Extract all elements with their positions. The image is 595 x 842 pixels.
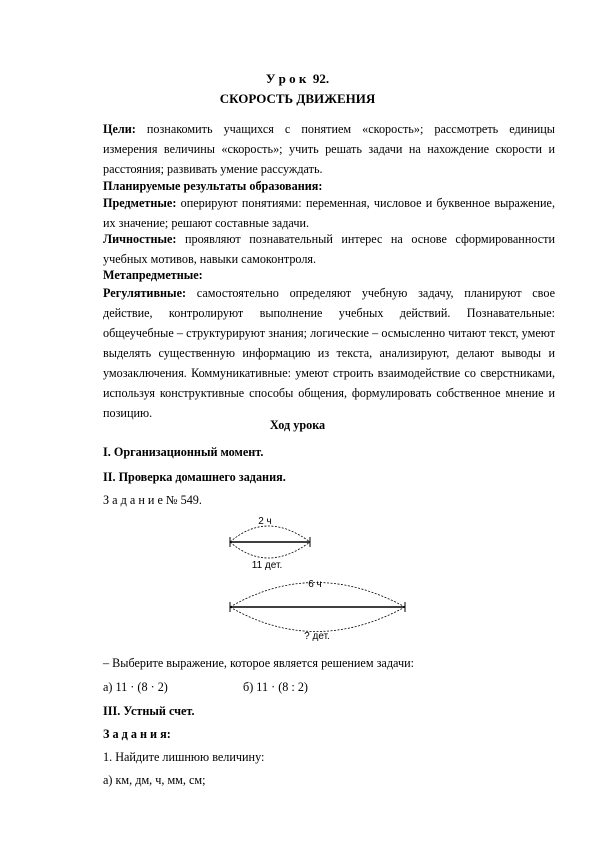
label-top-2: 6 ч [308, 579, 322, 590]
goals-paragraph [103, 119, 555, 179]
tasks-label: З а д а н и я: [103, 727, 171, 741]
task-549 [103, 493, 202, 507]
cognitive-text: общеучебные – структурируют знания; логические – осмысленно читают текст, умеют выделять существенную информацию из текста, анализируют, делают выводы и умозаключения. [103, 326, 555, 380]
option-a: а) 11 · (8 · 2) [103, 680, 168, 694]
subject-text: оперируют понятиями: переменная, числовое и буквенное выражение, их значение; решают составные задачи. [103, 196, 555, 230]
regulatory-text: самостоятельно определяют учебную задачу, планируют свое действие, контролируют выполнение учебных действий. [103, 286, 555, 320]
upper-arc-1 [230, 526, 310, 542]
meta-paragraph [103, 283, 555, 423]
label-top-1: 2 ч [258, 516, 272, 527]
section-2-heading: II. Проверка домашнего задания. [103, 470, 286, 484]
label-bottom-2: ? дет. [304, 631, 330, 642]
personal-label: Личностные: [103, 232, 177, 246]
option-b: б) 11 · (8 : 2) [243, 680, 308, 694]
meta-heading: Метапредметные: [103, 268, 203, 282]
lower-arc-1 [230, 542, 310, 558]
regulatory-label: Регулятивные: [103, 286, 187, 300]
lower-arc-2 [230, 607, 405, 632]
subject-paragraph [103, 193, 555, 233]
task-number: № 549. [165, 493, 202, 507]
task-label: З а д а н и е [103, 493, 163, 507]
lesson-number: У р о к 92. [265, 71, 330, 86]
goals-label: Цели: [103, 122, 136, 136]
results-heading: Планируемые результаты образования: [103, 179, 323, 193]
subject-label: Предметные: [103, 196, 177, 210]
course-heading: Ход урока [269, 418, 326, 432]
item-1: 1. Найдите лишнюю величину: [103, 750, 265, 764]
goals-text: познакомить учащихся с понятием «скорость»; рассмотреть единицы измерения величины «скорость»; учить решать задачи на нахождение скорости и расстояния; развивать умение рассуждать. [103, 122, 555, 176]
communicative-label: Коммуникативные: [191, 366, 292, 380]
personal-text: проявляют познавательный интерес на основе сформированности учебных мотивов, навыки самоконтроля. [103, 232, 555, 266]
item-1a: а) км, дм, ч, мм, см; [103, 773, 206, 787]
lesson-topic: СКОРОСТЬ ДВИЖЕНИЯ [219, 91, 376, 106]
section-3-heading: III. Устный счет. [103, 704, 195, 718]
section-1-heading: I. Организационный момент. [103, 445, 264, 459]
personal-paragraph [103, 229, 555, 269]
question-text: – Выберите выражение, которое является решением задачи: [103, 656, 414, 670]
task-diagram [215, 508, 420, 648]
cognitive-label: Познавательные: [466, 306, 555, 320]
communicative-text: умеют строить взаимодействие со сверстниками, используя конструктивные способы общения, формулировать собственное мнение и позицию. [103, 366, 556, 420]
label-bottom-1: 11 дет. [251, 560, 283, 571]
